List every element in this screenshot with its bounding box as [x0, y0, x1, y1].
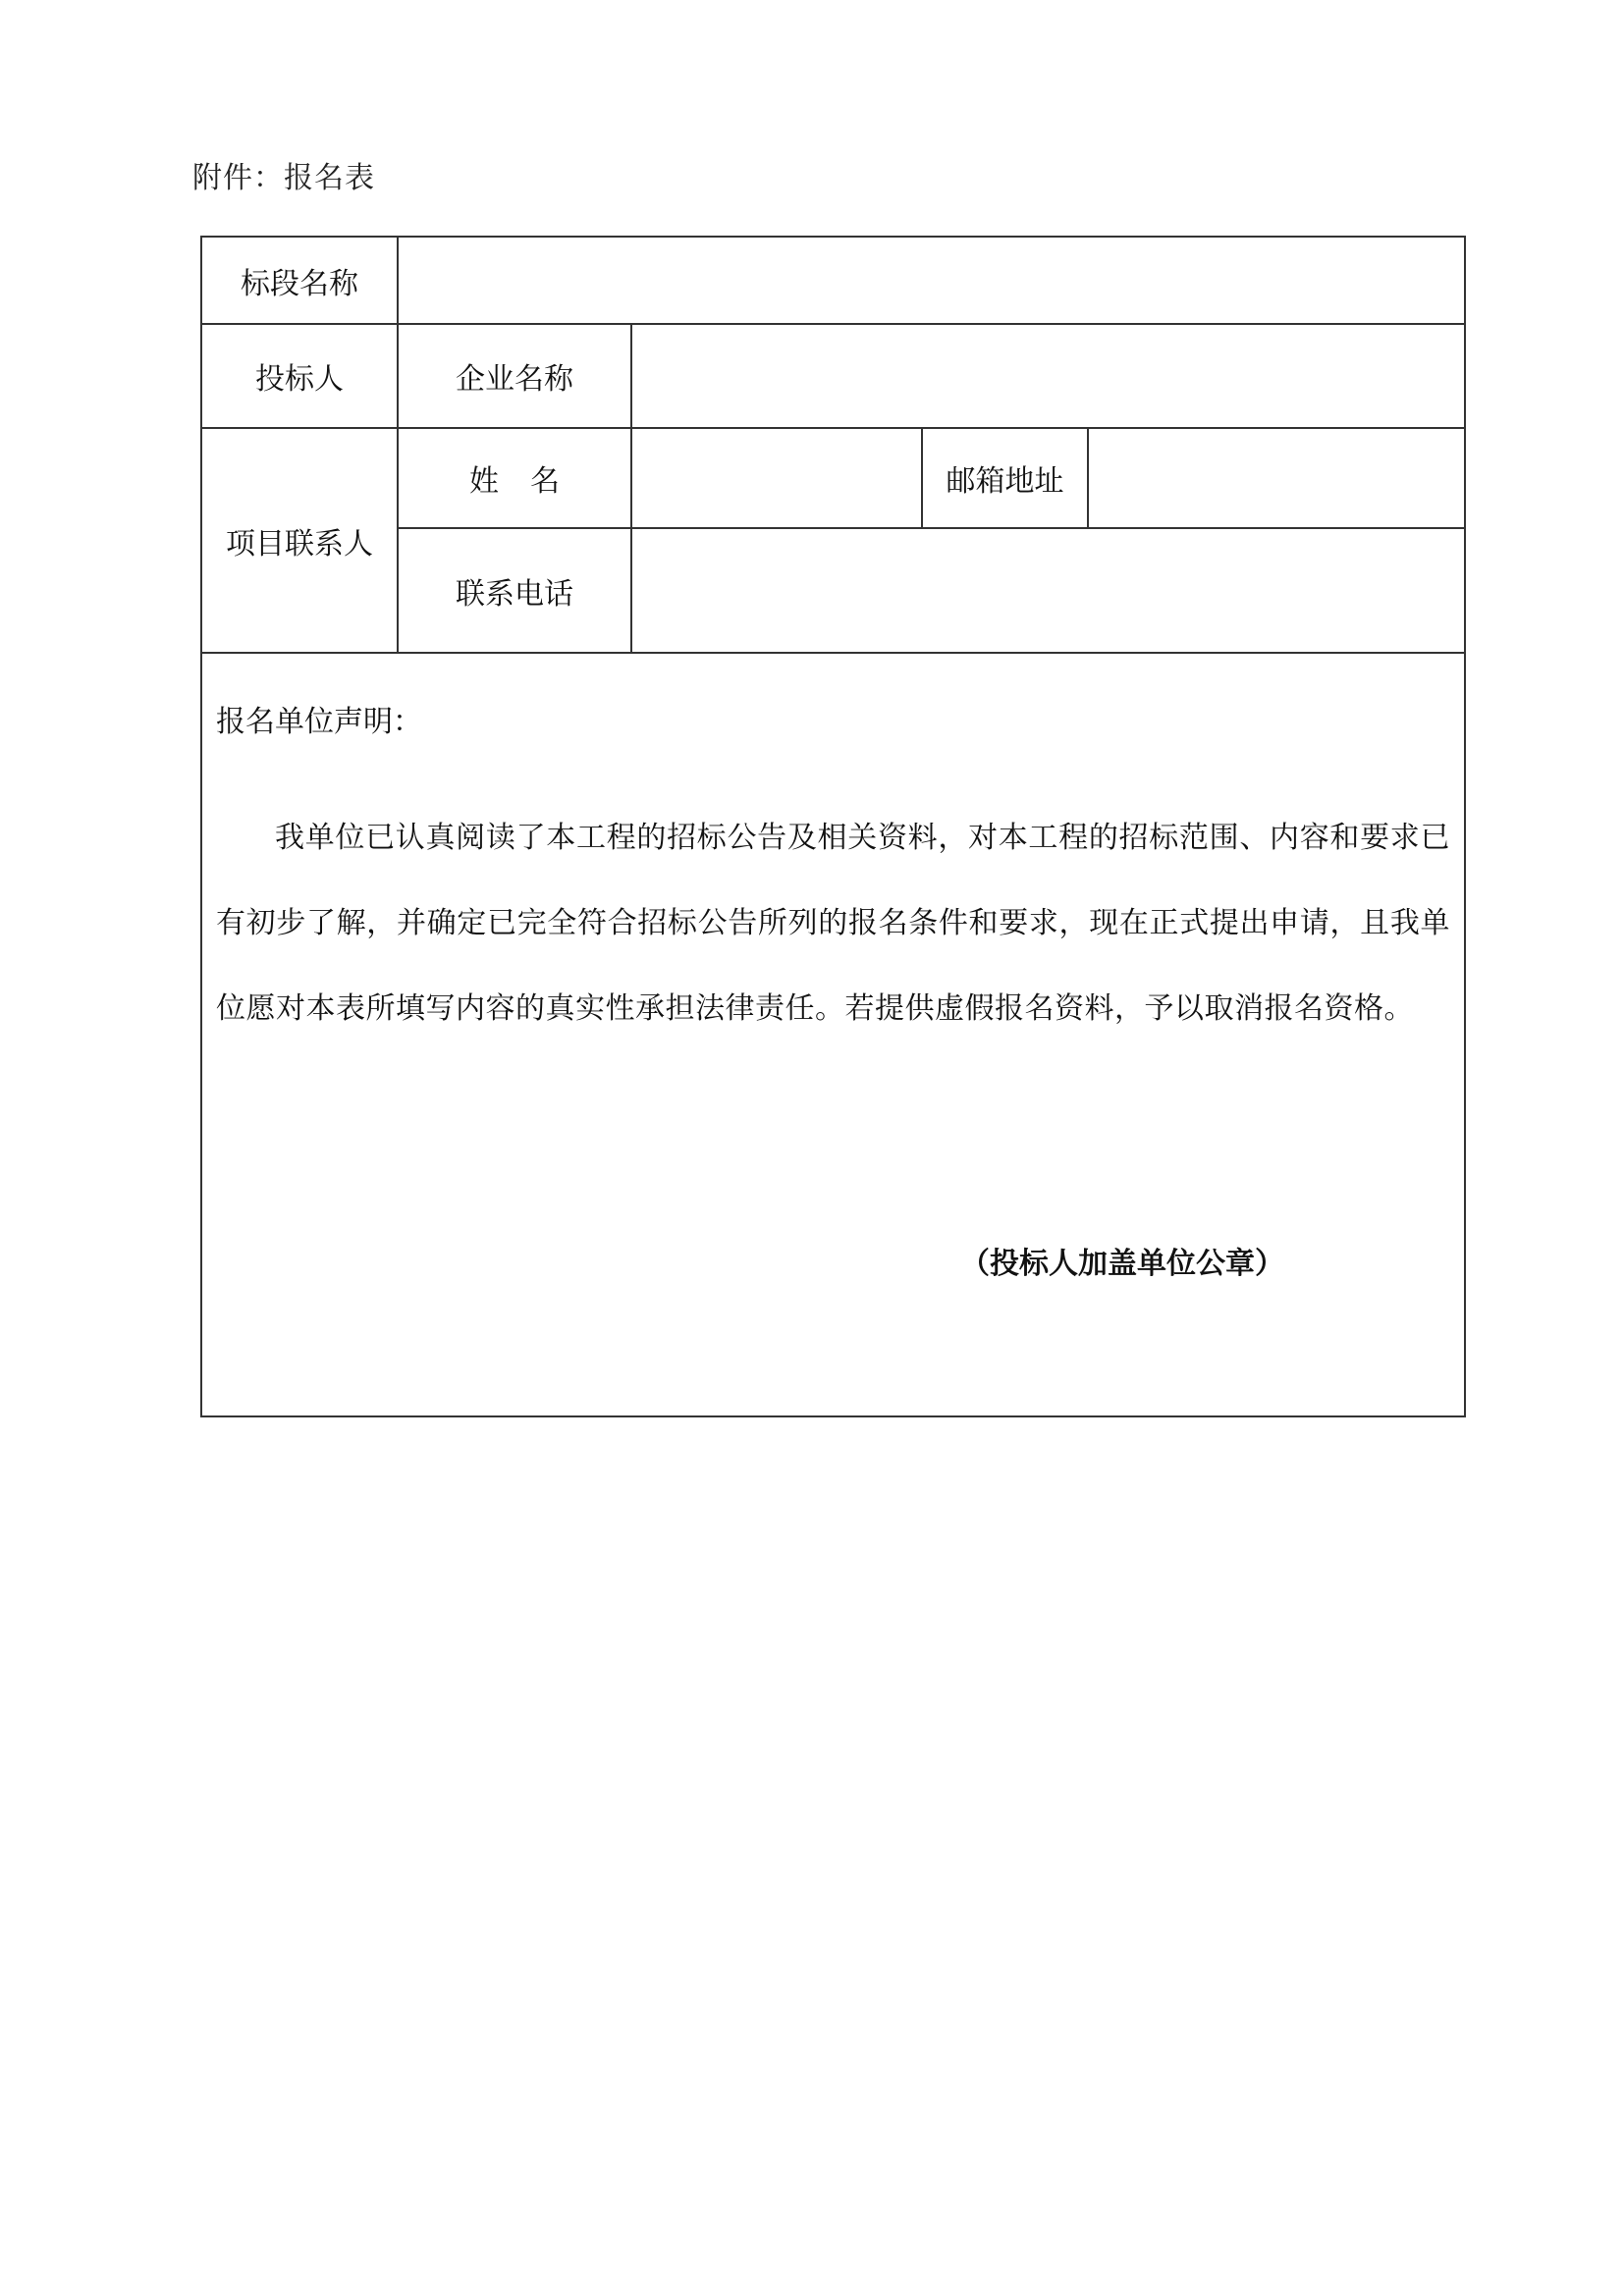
- company-name-field[interactable]: [631, 324, 1465, 428]
- name-label-cell: [398, 428, 631, 528]
- declaration-body: 我单位已认真阅读了本工程的招标公告及相关资料，对本工程的招标范围、内容和要求已有初步了解，并确定已完全符合招标公告所列的报名条件和要求，现在正式提出申请，且我单位愿对本表所填写内容的真实性承担法律责任。若提供虚假报名资料，予以取消报名资格。: [216, 821, 1450, 1026]
- email-label: 邮箱地址: [922, 428, 1088, 528]
- declaration-cell: [201, 653, 1465, 1416]
- declaration-row: [201, 653, 1465, 1416]
- bidder-label: 投标人: [201, 324, 398, 428]
- phone-label: 联系电话: [398, 528, 631, 653]
- attachment-heading: 附件：报名表: [192, 161, 375, 195]
- bidder-row: [201, 324, 1465, 428]
- section-name-label: 标段名称: [201, 237, 398, 324]
- name-label: 姓名: [469, 464, 591, 499]
- registration-form-table: [200, 236, 1466, 1417]
- contact-name-row: [201, 428, 1465, 528]
- section-name-field[interactable]: [398, 237, 1465, 324]
- section-name-row: [201, 237, 1465, 324]
- email-field[interactable]: [1088, 428, 1465, 528]
- declaration-heading: 报名单位声明：: [216, 705, 422, 739]
- name-field[interactable]: [631, 428, 922, 528]
- project-contact-label: 项目联系人: [201, 428, 398, 653]
- seal-note: （投标人加盖单位公章）: [960, 1247, 1284, 1281]
- company-name-label: 企业名称: [398, 324, 631, 428]
- phone-field[interactable]: [631, 528, 1465, 653]
